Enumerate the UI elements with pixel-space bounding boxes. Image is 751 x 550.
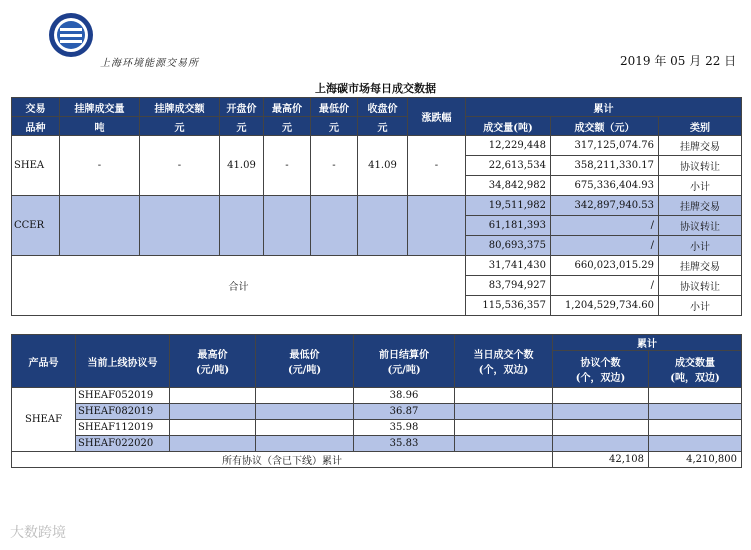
shea-low: - — [311, 136, 358, 196]
cell-amount: / — [551, 276, 659, 296]
header-change: 涨跌幅 — [408, 98, 466, 136]
ccer-empty — [408, 196, 466, 256]
total-trade-qty: 4,210,800 — [649, 452, 742, 468]
shea-change: - — [408, 136, 466, 196]
header-product-code: 产品号 — [12, 335, 76, 388]
unit-yuan: 元 — [311, 117, 358, 136]
header-category: 类别 — [659, 117, 742, 136]
cell-amount: 358,211,330.17 — [551, 156, 659, 176]
unit-yuan: 元 — [264, 117, 311, 136]
cell-empty — [649, 420, 742, 436]
total-label: 合计 — [12, 256, 466, 316]
table-row — [12, 136, 742, 156]
cell-category: 协议转让 — [659, 276, 742, 296]
watermark: 大数跨境 — [10, 525, 66, 541]
ccer-empty — [220, 196, 264, 256]
report-title: 上海碳市场每日成交数据 — [315, 82, 436, 95]
cell-settle: 38.96 — [354, 388, 455, 404]
table-row — [12, 256, 742, 276]
cell-empty — [256, 404, 354, 420]
cell-category: 小计 — [659, 236, 742, 256]
cell-empty — [455, 436, 553, 452]
header-daily-count: 当日成交个数 (个，双边) — [455, 335, 553, 388]
cell-amount: 342,897,940.53 — [551, 196, 659, 216]
header-close: 收盘价 — [358, 98, 408, 117]
ccer-empty — [311, 196, 358, 256]
cell-settle: 36.87 — [354, 404, 455, 420]
header-high-price: 最高价 (元/吨) — [170, 335, 256, 388]
cell-empty — [256, 436, 354, 452]
cell-volume: 12,229,448 — [466, 136, 551, 156]
cell-volume: 115,536,357 — [466, 296, 551, 316]
ccer-empty — [140, 196, 220, 256]
header-cumulative: 累计 — [553, 335, 742, 351]
cell-empty — [553, 404, 649, 420]
cell-empty — [455, 404, 553, 420]
table-row — [12, 436, 742, 452]
product-shea: SHEA — [12, 136, 60, 196]
cell-amount: 675,336,404.93 — [551, 176, 659, 196]
cell-empty — [649, 388, 742, 404]
table-row — [12, 452, 742, 468]
shea-listed-amount: - — [140, 136, 220, 196]
cell-empty — [455, 388, 553, 404]
cell-empty — [553, 436, 649, 452]
exchange-name: 上海环境能源交易所 — [100, 58, 199, 69]
unit-yuan: 元 — [220, 117, 264, 136]
daily-trading-table — [11, 97, 742, 316]
cell-settle: 35.98 — [354, 420, 455, 436]
cell-empty — [256, 420, 354, 436]
cell-empty — [170, 436, 256, 452]
header-low-price: 最低价 (元/吨) — [256, 335, 354, 388]
table-row — [12, 388, 742, 404]
ccer-empty — [358, 196, 408, 256]
header-listed-amount: 挂牌成交额 — [140, 98, 220, 117]
cell-volume: 34,842,982 — [466, 176, 551, 196]
shea-open: 41.09 — [220, 136, 264, 196]
header-cumulative: 累计 — [466, 98, 742, 117]
cell-amount: 660,023,015.29 — [551, 256, 659, 276]
cell-empty — [649, 404, 742, 420]
forward-contract-table — [11, 334, 742, 468]
shea-high: - — [264, 136, 311, 196]
cell-contract: SHEAF052019 — [76, 388, 170, 404]
cell-empty — [455, 420, 553, 436]
cell-empty — [170, 404, 256, 420]
cell-contract: SHEAF022020 — [76, 436, 170, 452]
all-contracts-total-label: 所有协议（含已下线）累计 — [12, 452, 553, 468]
exchange-logo — [48, 12, 94, 58]
header-listed-volume: 挂牌成交量 — [60, 98, 140, 117]
header-contract: 当前上线协议号 — [76, 335, 170, 388]
cell-amount: / — [551, 236, 659, 256]
cell-category: 小计 — [659, 176, 742, 196]
cell-volume: 22,613,534 — [466, 156, 551, 176]
cell-category: 挂牌交易 — [659, 196, 742, 216]
shea-close: 41.09 — [358, 136, 408, 196]
ccer-empty — [60, 196, 140, 256]
cell-amount: / — [551, 216, 659, 236]
cell-empty — [256, 388, 354, 404]
cell-volume: 61,181,393 — [466, 216, 551, 236]
header-amount: 成交额（元） — [551, 117, 659, 136]
cell-empty — [553, 388, 649, 404]
cell-empty — [170, 420, 256, 436]
header-high: 最高价 — [264, 98, 311, 117]
cell-amount: 1,204,529,734.60 — [551, 296, 659, 316]
cell-contract: SHEAF082019 — [76, 404, 170, 420]
cell-contract: SHEAF112019 — [76, 420, 170, 436]
cell-empty — [553, 420, 649, 436]
cell-empty — [649, 436, 742, 452]
cell-volume: 31,741,430 — [466, 256, 551, 276]
unit-yuan: 元 — [358, 117, 408, 136]
report-date: 2019 年 05 月 22 日 — [620, 54, 737, 68]
header-settle-price: 前日结算价 (元/吨) — [354, 335, 455, 388]
table-row — [12, 196, 742, 216]
cell-category: 小计 — [659, 296, 742, 316]
header-trade-qty: 成交数量 (吨，双边) — [649, 351, 742, 388]
cell-settle: 35.83 — [354, 436, 455, 452]
shea-listed-volume: - — [60, 136, 140, 196]
unit-yuan: 元 — [140, 117, 220, 136]
table-row — [12, 420, 742, 436]
product-sheaf: SHEAF — [12, 388, 76, 452]
cell-volume: 19,511,982 — [466, 196, 551, 216]
ccer-empty — [264, 196, 311, 256]
cell-empty — [170, 388, 256, 404]
table-row — [12, 404, 742, 420]
product-ccer: CCER — [12, 196, 60, 256]
cell-category: 挂牌交易 — [659, 256, 742, 276]
cell-amount: 317,125,074.76 — [551, 136, 659, 156]
total-contract-count: 42,108 — [553, 452, 649, 468]
header-contract-count: 协议个数 (个，双边) — [553, 351, 649, 388]
cell-volume: 83,794,927 — [466, 276, 551, 296]
cell-category: 挂牌交易 — [659, 136, 742, 156]
cell-category: 协议转让 — [659, 156, 742, 176]
cell-volume: 80,693,375 — [466, 236, 551, 256]
unit-ton: 吨 — [60, 117, 140, 136]
header-product-bottom: 品种 — [12, 117, 60, 136]
cell-category: 协议转让 — [659, 216, 742, 236]
header-product: 交易 — [12, 98, 60, 117]
header-volume: 成交量(吨) — [466, 117, 551, 136]
header-low: 最低价 — [311, 98, 358, 117]
header-open: 开盘价 — [220, 98, 264, 117]
